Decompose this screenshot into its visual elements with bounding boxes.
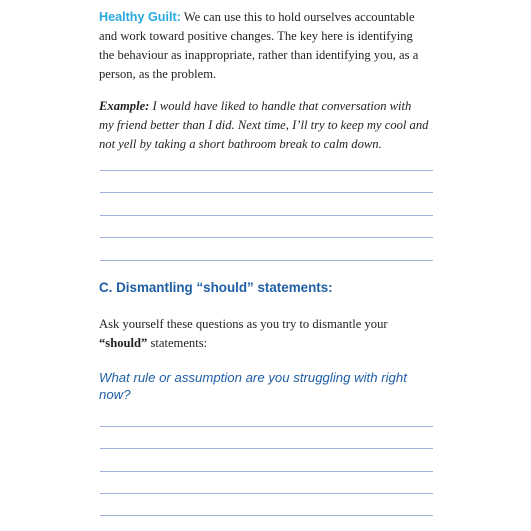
question-prompt: What rule or assumption are you struggling with right now? — [99, 370, 407, 402]
writing-line[interactable] — [100, 426, 433, 427]
section-c-intro — [99, 315, 429, 353]
writing-line[interactable] — [100, 170, 433, 171]
writing-line[interactable] — [100, 215, 433, 216]
should-emphasis: “should” — [99, 336, 148, 350]
healthy-guilt-paragraph — [99, 8, 429, 84]
writing-line[interactable] — [100, 471, 433, 472]
writing-line[interactable] — [100, 237, 433, 238]
example-label: Example: — [99, 99, 150, 113]
writing-line[interactable] — [100, 260, 433, 261]
writing-line[interactable] — [100, 493, 433, 494]
example-paragraph — [99, 97, 429, 154]
writing-line[interactable] — [100, 515, 433, 516]
example-text: I would have liked to handle that conversation with my friend better than I did. Next time, I’ll try to keep my cool and not yell by taking a short bathroom break to calm down. — [99, 99, 429, 151]
healthy-guilt-text: We can use this to hold ourselves accountable and work toward positive changes. The key here is identifying the behaviour as inappropriate, rather than identifying you, as a person, as the problem. — [99, 10, 419, 81]
section-c-heading: C. Dismantling “should” statements: — [99, 280, 333, 295]
writing-line[interactable] — [100, 448, 433, 449]
writing-line[interactable] — [100, 192, 433, 193]
intro-text-end: statements: — [147, 336, 208, 350]
intro-text-start: Ask yourself these questions as you try to dismantle your — [99, 317, 388, 331]
healthy-guilt-label: Healthy Guilt: — [99, 10, 181, 24]
